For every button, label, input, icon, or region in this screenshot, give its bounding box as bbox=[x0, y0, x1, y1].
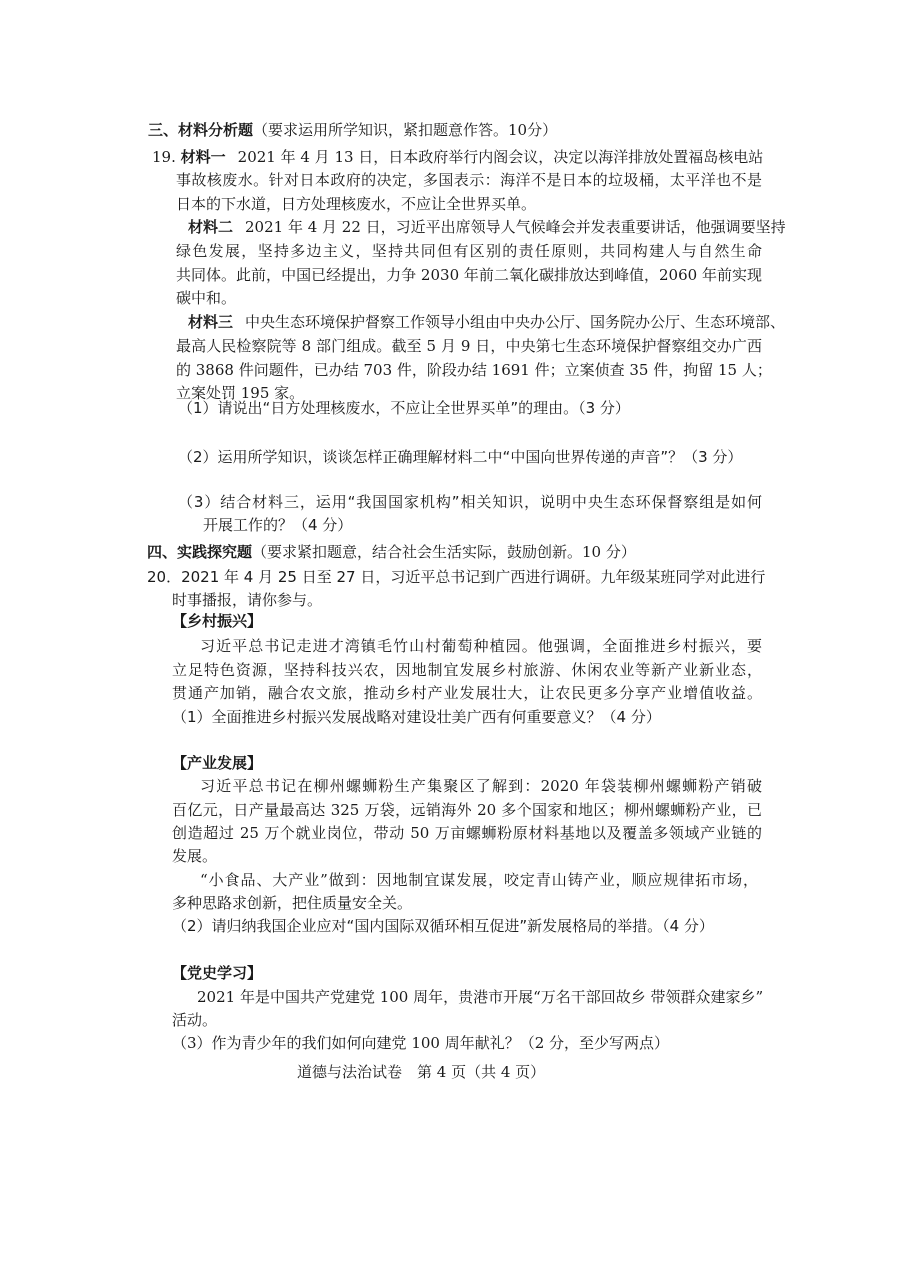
heading-party-history: 【党史学习】 bbox=[172, 964, 263, 982]
text-line: 创造超过 25 万个就业岗位，带动 50 万亩螺蛳粉原材料基地以及覆盖多领域产业链的 bbox=[172, 824, 762, 842]
text-line: 的 3868 件问题件，已办结 703 件，阶段办结 1691 件；立案侦查 35 件，拘留 15 人； bbox=[176, 361, 772, 379]
text-line: 习近平总书记在柳州螺蛳粉生产集聚区了解到：2020 年袋装柳州螺蛳粉产销破 bbox=[200, 777, 762, 795]
text-line: 日本的下水道，日方处理核废水，不应让全世界买单。 bbox=[176, 195, 537, 213]
section4-title: 四、实践探究题 bbox=[147, 543, 253, 561]
text: 2021 年 4 月 22 日，习近平出席领导人气候峰会并发表重要讲话，他强调要坚持 bbox=[245, 218, 786, 236]
text-line: 活动。 bbox=[172, 1011, 218, 1029]
q20-sub2: （2）请归纳我国企业应对“国内国际双循环相互促进”新发展格局的举措。（4 分） bbox=[172, 917, 714, 935]
q20-sub3: （3）作为青少年的我们如何向建党 100 周年献礼？（2 分，至少写两点） bbox=[172, 1034, 670, 1052]
q19-number: 19. bbox=[152, 148, 176, 166]
material3-label: 材料三 bbox=[188, 313, 234, 331]
page-footer: 道德与法治试卷 第 4 页（共 4 页） bbox=[297, 1063, 546, 1081]
section3-title: 三、材料分析题 bbox=[148, 121, 254, 139]
text-line: 2021 年是中国共产党建党 100 周年，贵港市开展“万名干部回故乡 带领群众建家乡” bbox=[197, 988, 764, 1006]
text-line: 立案处罚 195 家。 bbox=[176, 384, 305, 402]
q19-material3-line bbox=[188, 312, 786, 332]
q20-sub1: （1）全面推进乡村振兴发展战略对建设壮美广西有何重要意义？（4 分） bbox=[172, 708, 661, 726]
material2-label: 材料二 bbox=[188, 218, 234, 236]
text-line: 立足特色资源，坚持科技兴农，因地制宜发展乡村旅游、休闲农业等新产业新业态， bbox=[172, 661, 762, 679]
section3-note: （要求运用所学知识，紧扣题意作答。10分） bbox=[253, 121, 558, 139]
q19-sub1: （1）请说出“日方处理核废水，不应让全世界买单”的理由。（3 分） bbox=[178, 399, 630, 417]
text-line: 百亿元，日产量最高达 325 万袋，远销海外 20 多个国家和地区；柳州螺蛳粉产业，已 bbox=[172, 801, 762, 819]
text-line: 碳中和。 bbox=[176, 289, 237, 307]
text-line: 最高人民检察院等 8 部门组成。截至 5 月 9 日，中央第七生态环境保护督察组交办广西 bbox=[176, 337, 762, 355]
text: 2021 年 4 月 13 日，日本政府举行内阁会议，决定以海洋排放处置福岛核电站 bbox=[237, 148, 764, 166]
text-line: 贯通产加销，融合农文旅，推动乡村产业发展壮大，让农民更多分享产业增值收益。 bbox=[172, 684, 762, 702]
text-line: 多种思路求创新，把住质量安全关。 bbox=[172, 894, 413, 912]
q20-intro: 20．2021 年 4 月 25 日至 27 日，习近平总书记到广西进行调研。九年级某班同学对此进行 bbox=[147, 568, 766, 586]
text-line: 事故核废水。针对日本政府的决定，多国表示：海洋不是日本的垃圾桶，太平洋也不是 bbox=[176, 171, 762, 189]
section4-heading bbox=[147, 542, 636, 562]
q19-sub3: （3）结合材料三，运用“我国国家机构”相关知识，说明中央生态环保督察组是如何 bbox=[178, 493, 762, 511]
text: 中央生态环境保护督察工作领导小组由中央办公厅、国务院办公厅、生态环境部、 bbox=[245, 313, 786, 331]
q19-sub3-cont: 开展工作的？（4 分） bbox=[203, 516, 353, 534]
text-line: 共同体。此前，中国已经提出，力争 2030 年前二氧化碳排放达到峰值，2060 年前实现 bbox=[176, 266, 762, 284]
heading-industry-development: 【产业发展】 bbox=[172, 754, 263, 772]
q19-sub2: （2）运用所学知识，谈谈怎样正确理解材料二中“中国向世界传递的声音”？（3 分） bbox=[178, 448, 743, 466]
material1-label: 材料一 bbox=[180, 148, 226, 166]
text-line: 发展。 bbox=[172, 847, 218, 865]
q20-intro-cont: 时事播报，请你参与。 bbox=[172, 591, 323, 609]
text-line: 绿色发展，坚持多边主义，坚持共同但有区别的责任原则，共同构建人与自然生命 bbox=[176, 242, 762, 260]
section4-note: （要求紧扣题意，结合社会生活实际，鼓励创新。10 分） bbox=[252, 543, 636, 561]
text-line: “小食品、大产业”做到：因地制宜谋发展，咬定青山铸产业，顺应规律拓市场， bbox=[200, 871, 758, 889]
q19-material1-line bbox=[152, 147, 762, 167]
section3-heading bbox=[148, 120, 557, 140]
heading-rural-revitalization: 【乡村振兴】 bbox=[172, 612, 263, 630]
text-line: 习近平总书记走进才湾镇毛竹山村葡萄种植园。他强调，全面推进乡村振兴，要 bbox=[200, 637, 762, 655]
q19-material2-line bbox=[188, 217, 786, 237]
